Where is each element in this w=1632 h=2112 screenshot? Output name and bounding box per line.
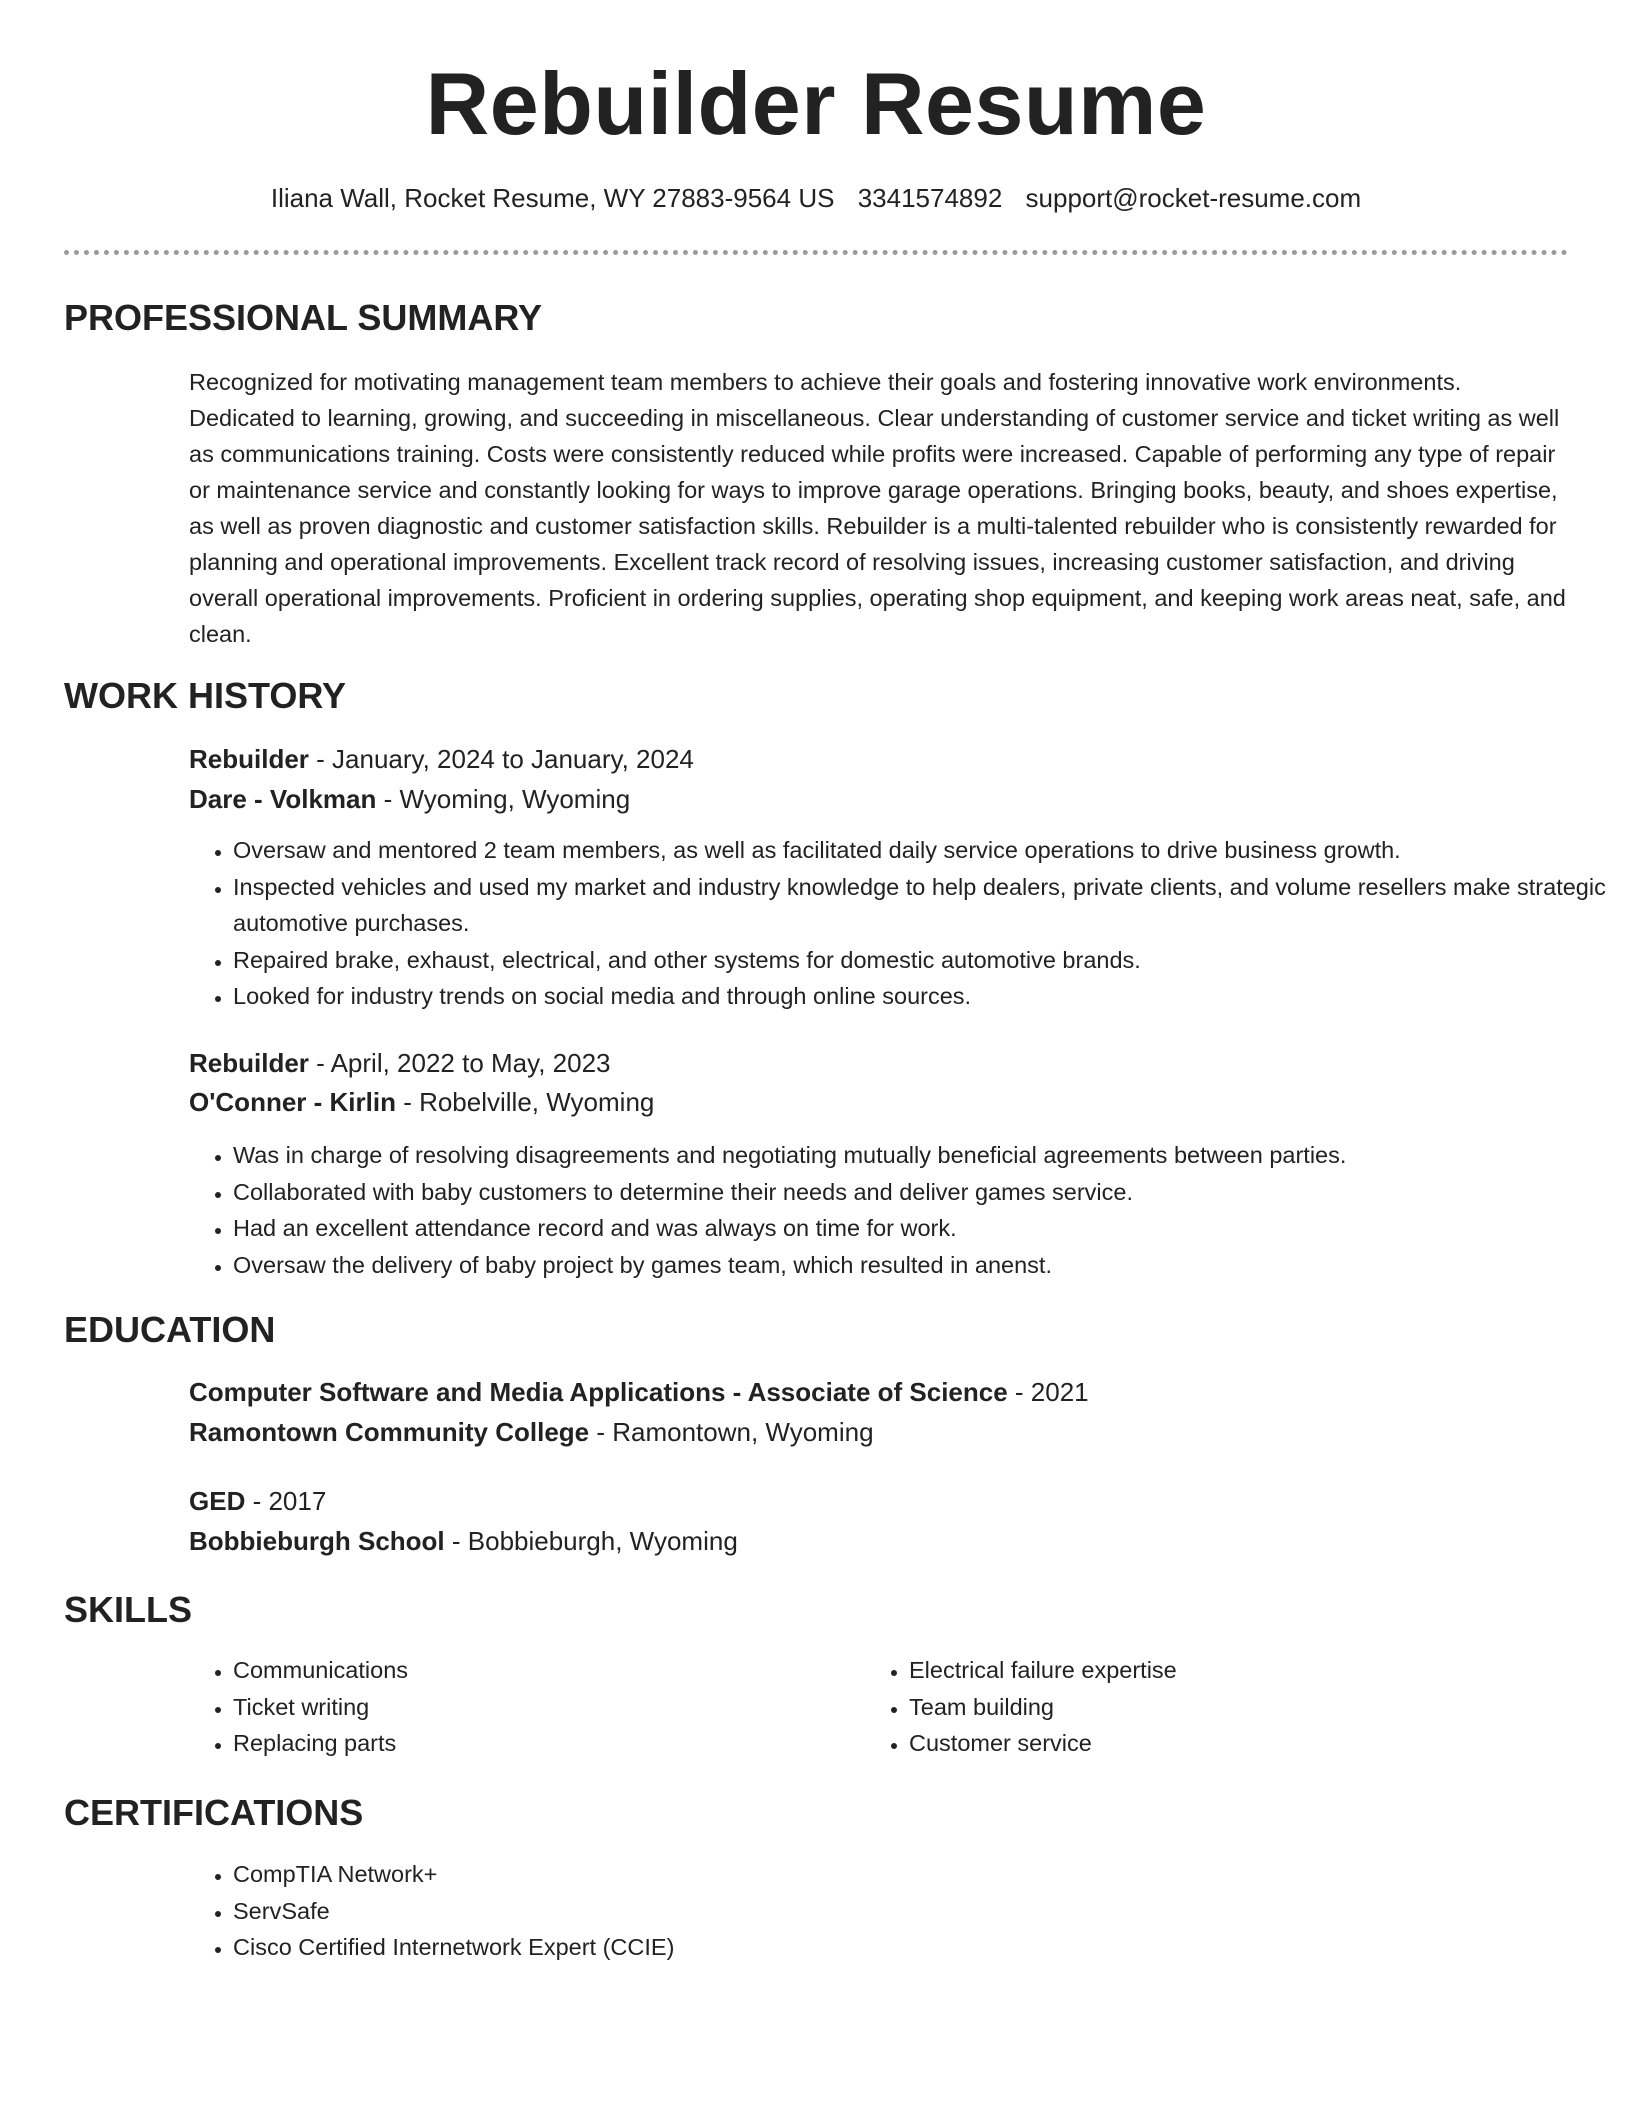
contact-phone: 3341574892 [857, 183, 1003, 213]
job-2-employer [189, 1084, 654, 1120]
skills-list-right [865, 1652, 1509, 1762]
job-2-header [189, 1045, 611, 1081]
list-item: • Electrical failure expertise [909, 1652, 1509, 1689]
skills-heading: SKILLS [64, 1589, 193, 1630]
education-1-year: - 2021 [1007, 1377, 1089, 1407]
contact-address: Iliana Wall, Rocket Resume, WY 27883-9564 US [270, 183, 835, 213]
education-heading: EDUCATION [64, 1309, 276, 1350]
education-2-location: - Bobbieburgh, Wyoming [444, 1526, 738, 1556]
header-divider [64, 250, 1568, 255]
job-2-title: Rebuilder [189, 1048, 309, 1078]
list-item: • Communications [233, 1652, 833, 1689]
job-1-title: Rebuilder [189, 744, 309, 774]
list-item: • Oversaw the delivery of baby project by games team, which resulted in anenst. [233, 1247, 1613, 1284]
list-item: • Repaired brake, exhaust, electrical, and other systems for domestic automotive brands. [233, 942, 1613, 979]
job-1-dates: - January, 2024 to January, 2024 [308, 744, 694, 774]
education-1-school: Ramontown Community College [189, 1417, 590, 1447]
education-2-year: - 2017 [245, 1486, 327, 1516]
list-item: • CompTIA Network+ [233, 1856, 1613, 1893]
education-2-header [189, 1483, 326, 1519]
contact-email: support@rocket-resume.com [1025, 183, 1362, 213]
list-item: • Customer service [909, 1725, 1509, 1762]
summary-heading: PROFESSIONAL SUMMARY [64, 297, 543, 338]
job-2-dates: - April, 2022 to May, 2023 [308, 1048, 611, 1078]
job-2-location: - Robelville, Wyoming [395, 1087, 655, 1117]
list-item: • Team building [909, 1689, 1509, 1726]
work-history-heading: WORK HISTORY [64, 675, 347, 716]
list-item: • Was in charge of resolving disagreements and negotiating mutually beneficial agreements between parties. [233, 1137, 1613, 1174]
education-1-location: - Ramontown, Wyoming [589, 1417, 874, 1447]
list-item: • Collaborated with baby customers to determine their needs and deliver games service. [233, 1174, 1613, 1211]
education-2-school-line [189, 1523, 738, 1559]
job-1-location: - Wyoming, Wyoming [376, 784, 631, 814]
job-1-header [189, 741, 694, 777]
education-1-header [189, 1374, 1089, 1410]
skills-list-left [189, 1652, 833, 1762]
list-item: • Cisco Certified Internetwork Expert (CCIE) [233, 1929, 1613, 1966]
education-2-school: Bobbieburgh School [189, 1526, 445, 1556]
job-1-bullets [189, 832, 1613, 1015]
contact-line [0, 180, 1632, 216]
job-1-employer [189, 781, 630, 817]
list-item: • ServSafe [233, 1893, 1613, 1930]
list-item: • Replacing parts [233, 1725, 833, 1762]
job-2-bullets [189, 1137, 1613, 1283]
education-1-school-line [189, 1414, 874, 1450]
education-2-degree: GED [189, 1486, 246, 1516]
certifications-heading: CERTIFICATIONS [64, 1792, 364, 1833]
list-item: • Had an excellent attendance record and was always on time for work. [233, 1210, 1613, 1247]
certifications-list [189, 1856, 1613, 1966]
resume-title: Rebuilder Resume [425, 54, 1207, 153]
list-item: • Inspected vehicles and used my market and industry knowledge to help dealers, private clients, and volume resellers make strategic automotive purchases. [233, 869, 1613, 942]
list-item: • Looked for industry trends on social media and through online sources. [233, 978, 1613, 1015]
job-2-company: O'Conner - Kirlin [189, 1087, 396, 1117]
education-1-degree: Computer Software and Media Applications - Associate of Science [189, 1377, 1008, 1407]
job-1-company: Dare - Volkman [189, 784, 377, 814]
summary-text: Recognized for motivating management team members to achieve their goals and fostering innovative work environments. Dedicated to learning, growing, and succeeding in miscellaneous. Clear understanding of customer service and ticket writing as well as communications training. Costs were consistently reduced while profits were increased. Capable of performing any type of repair or maintenance service and constantly looking for ways to improve garage operations. Bringing books, beauty, and shoes expertise, as well as proven diagnostic and customer satisfaction skills. Rebuilder is a multi-talented rebuilder who is consistently rewarded for planning and operational improvements. Excellent track record of resolving issues, increasing customer satisfaction, and driving overall operational improvements. Proficient in ordering supplies, operating shop equipment, and keeping work areas neat, safe, and clean. [189, 369, 1566, 647]
list-item: • Oversaw and mentored 2 team members, as well as facilitated daily service operations to drive business growth. [233, 832, 1613, 869]
list-item: • Ticket writing [233, 1689, 833, 1726]
